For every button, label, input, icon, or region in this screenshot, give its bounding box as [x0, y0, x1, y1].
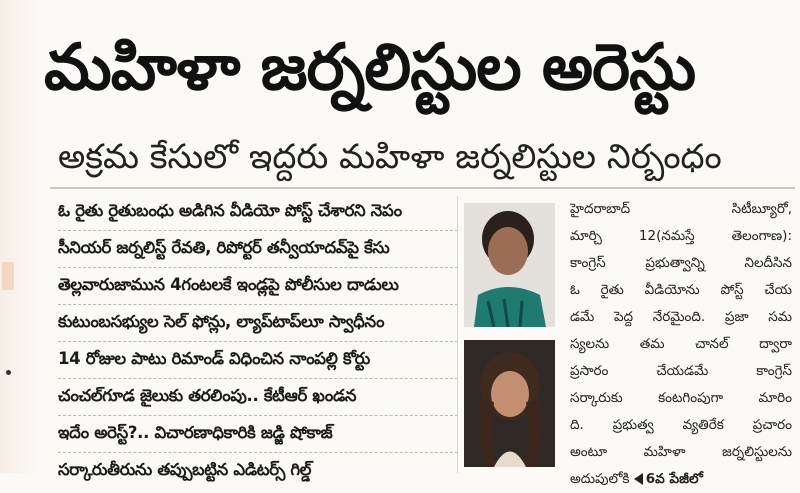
story-last-prefix: అదుపులోకి: [570, 471, 630, 487]
highlight-item: 14 రోజుల పాటు రిమాండ్‌ విధించిన నాంపల్లి కోర్టు: [58, 342, 458, 379]
story-line: స్యలను తమ చానల్‌ ద్వారా: [570, 336, 792, 352]
story-line: అంటూ మహిళా జర్నలిస్టులను: [570, 444, 792, 460]
edge-dot: [6, 370, 11, 375]
edge-mark: [2, 262, 14, 290]
highlight-item: కుటుంబసభ్యుల సెల్‌ ఫోన్లు, ల్యాప్‌టాప్‌లూ స్వాధీనం: [58, 305, 458, 342]
highlight-item: సర్కారుతీరును తప్పుబట్టిన ఎడిటర్స్‌ గిల్డ్‌: [58, 460, 312, 479]
highlight-item: సీనియర్‌ జర్నలిస్ట్‌ రేవతి, రిపోర్టర్‌ తన్వీయాదవ్‌పై కేసు: [58, 231, 458, 268]
journalist-photo-1: [464, 203, 555, 327]
highlights-list: [58, 194, 458, 489]
page-fold-edge: [0, 0, 40, 473]
highlight-item: చంచల్‌గూడ జైలుకు తరలింపు.. కేటీఆర్‌ ఖండన: [58, 379, 458, 416]
highlight-item: ఓ రైతు రైతుబంధు అడిగిన వీడియో పోస్ట్‌ చేశారని నెపం: [58, 194, 458, 231]
story-last-line: [570, 466, 792, 493]
story-line: డమే పెద్ద నేరమైంది. ప్రజా సమ: [570, 309, 792, 325]
column-separator: [457, 196, 458, 473]
continued-page-link[interactable]: 6వ పేజీలో: [645, 471, 703, 487]
divider-rule: [50, 187, 795, 189]
highlight-item: ఇదేం అరెస్ట్‌?.. విచారణాధికారికి జడ్జి షోకాజ్‌: [58, 416, 458, 453]
story-line: కాంగ్రెస్‌ ప్రభుత్వాన్ని నిలదీసిన: [570, 255, 792, 271]
story-body: [570, 196, 792, 493]
story-line: మార్చి 12(నమస్తే తెలంగాణ):: [570, 228, 792, 244]
highlight-item: తెల్లవారుజామున 4గంటలకే ఇండ్లపై పోలీసుల దాడులు: [58, 268, 458, 305]
continuation-arrow-icon: [634, 473, 643, 485]
subheadline: అక్రమ కేసులో ఇద్దరు మహిళా జర్నలిస్టుల నిర్బంధం: [58, 137, 722, 177]
story-line: ప్రసారం చేయడమే కాంగ్రెస్‌: [570, 363, 792, 379]
story-line: ది. ప్రభుత్వ వ్యతిరేక ప్రచారం: [570, 417, 792, 433]
story-line: సర్కారుకు కంటగింపుగా మారిం: [570, 390, 792, 406]
journalist-photo-2: [464, 340, 555, 467]
story-line: హైదరాబాద్‌ సిటీబ్యూరో,: [570, 201, 792, 217]
story-line: ఓ రైతు వీడియోను పోస్ట్‌ చేయ: [570, 282, 792, 298]
headline: మహిళా జర్నలిస్టుల అరెస్టు: [44, 31, 696, 105]
